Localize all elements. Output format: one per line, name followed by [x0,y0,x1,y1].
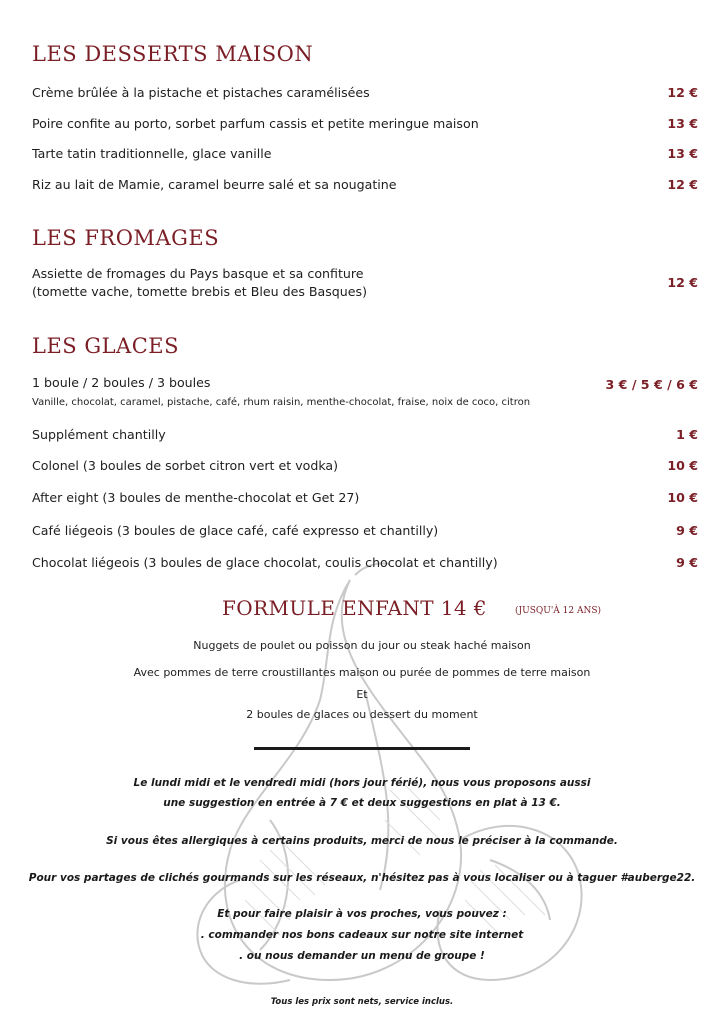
dessert-name: Poire confite au porto, sorbet parfum cassis et petite meringue maison [32,116,479,131]
glace-boules-name: 1 boule / 2 boules / 3 boules [32,375,211,390]
dessert-price: 12 € [667,177,698,192]
glace-price: 10 € [667,458,698,473]
enfant-title: FORMULE ENFANT 14 € [222,596,487,620]
desserts-title: LES DESSERTS MAISON [32,42,314,66]
enfant-line: 2 boules de glaces ou dessert du moment [246,708,478,721]
note-line: Si vous êtes allergiques à certains produits, merci de nous le préciser à la commande. [106,835,618,847]
dessert-name: Tarte tatin traditionnelle, glace vanille [32,146,272,161]
note-line: . commander nos bons cadeaux sur notre site internet [200,929,524,941]
glace-name: Chocolat liégeois (3 boules de glace chocolat, coulis chocolat et chantilly) [32,555,498,570]
glace-name: Café liégeois (3 boules de glace café, café expresso et chantilly) [32,523,439,538]
note-line: Le lundi midi et le vendredi midi (hors jour férié), nous vous proposons aussi [133,777,591,789]
glace-price: 10 € [667,490,698,505]
fromage-detail: (tomette vache, tomette brebis et Bleu des Basques) [32,284,368,299]
footer-note: Tous les prix sont nets, service inclus. [270,997,454,1007]
glace-price: 9 € [676,555,698,570]
glace-price: 9 € [676,523,698,538]
glace-flavors: Vanille, chocolat, caramel, pistache, café, rhum raisin, menthe-chocolat, fraise, noix de coco, citron [32,397,531,408]
note-line: Pour vos partages de clichés gourmands sur les réseaux, n'hésitez pas à vous localiser ou à taguer #auberge22. [28,872,696,884]
dessert-price: 13 € [667,116,698,131]
enfant-line: Avec pommes de terre croustillantes maison ou purée de pommes de terre maison [133,666,591,679]
glace-price: 1 € [676,427,698,442]
enfant-line: Et [356,688,368,701]
fromage-price: 12 € [667,275,698,290]
note-line: une suggestion en entrée à 7 € et deux suggestions en plat à 13 €. [163,797,561,809]
glace-name: Supplément chantilly [32,427,166,442]
enfant-age: (JUSQU'À 12 ANS) [515,606,602,616]
fromage-name: Assiette de fromages du Pays basque et sa confiture [32,266,364,281]
note-line: . ou nous demander un menu de groupe ! [239,950,485,962]
glace-name: After eight (3 boules de menthe-chocolat et Get 27) [32,490,360,505]
dessert-price: 12 € [667,85,698,100]
enfant-line: Nuggets de poulet ou poisson du jour ou steak haché maison [193,639,531,652]
glace-boules-price: 3 € / 5 € / 6 € [605,377,698,392]
dessert-name: Crème brûlée à la pistache et pistaches caramélisées [32,85,370,100]
fromages-title: LES FROMAGES [32,226,220,250]
divider [254,747,470,750]
glace-name: Colonel (3 boules de sorbet citron vert et vodka) [32,458,339,473]
dessert-name: Riz au lait de Mamie, caramel beurre salé et sa nougatine [32,177,397,192]
dessert-price: 13 € [667,146,698,161]
note-line: Et pour faire plaisir à vos proches, vous pouvez : [217,908,507,920]
glaces-title: LES GLACES [32,334,180,358]
